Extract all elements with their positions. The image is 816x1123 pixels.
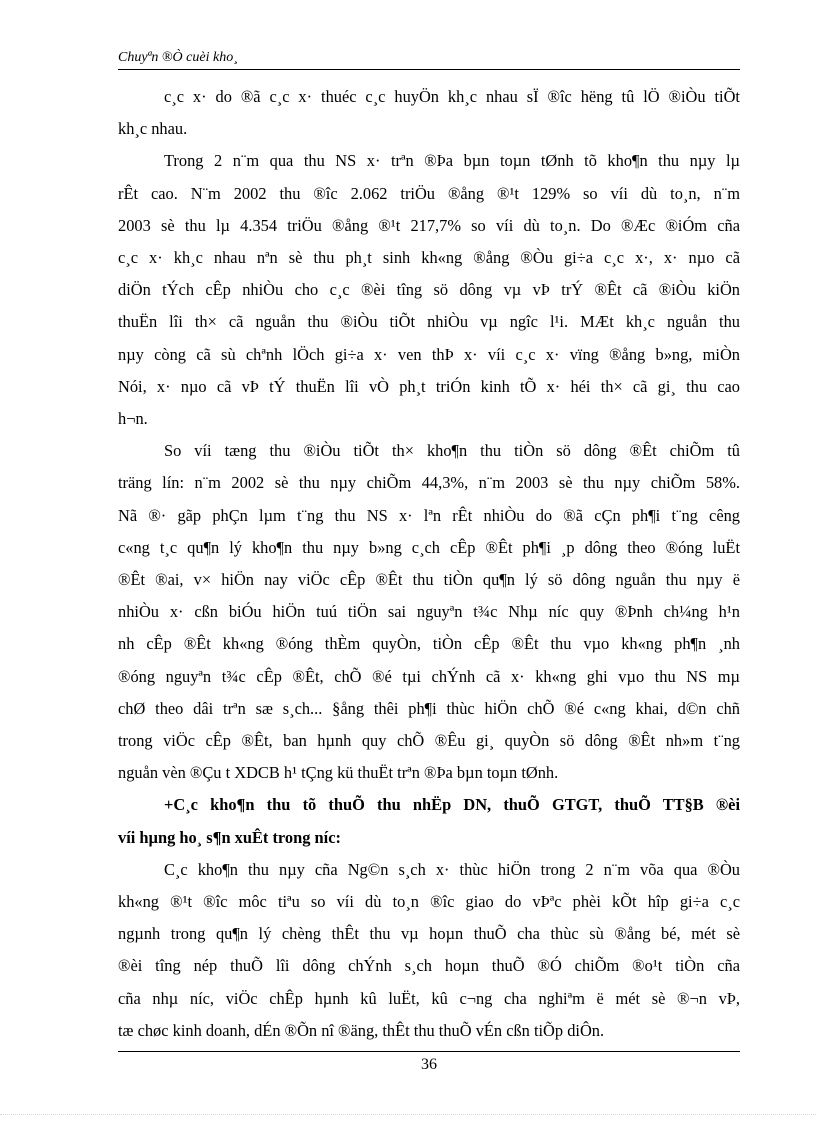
paragraph-line: kh¸c nhau. — [118, 119, 188, 139]
paragraph-line: C¸c kho¶n thu nµy cña Ng©n s¸ch x· thùc hiÖn trong 2 n¨m võa qua ®Òu — [164, 859, 740, 879]
paragraph-line: Trong 2 n¨m qua thu NS x· trªn ®Þa bµn toµn tØnh tõ kho¶n thu nµy lµ — [164, 151, 740, 171]
paragraph-line: nguån vèn ®Çu t XDCB h¹ tÇng kü thuËt trªn ®Þa bµn toµn tØnh. — [118, 763, 559, 783]
paragraph-line: ®Êt ®ai, v× hiÖn nay viÖc cÊp ®Êt thu tiÒn qu¶n lý sö dông nguån thu nµy ë — [118, 570, 740, 590]
paragraph-line: ®èi tîng nép thuÕ lîi dông chÝnh s¸ch hoµn thuÕ ®Ó chiÕm ®o¹t tiÒn cña — [118, 956, 740, 976]
header-rule — [118, 69, 740, 70]
footer-rule — [118, 1051, 740, 1052]
paragraph-line: ngµnh trong qu¶n lý chèng thÊt thu vµ hoµn thuÕ cha thùc sù ®ång bé, mét sè — [118, 924, 740, 944]
paragraph-line: Nói, x· nµo cã vÞ tÝ thuËn lîi vÒ ph¸t triÓn kinh tÕ x· héi th× cã gi¸ thu cao — [118, 376, 740, 396]
paragraph-line: tæ chøc kinh doanh, dÉn ®Õn nî ®äng, thÊt thu thuÕ vÉn cßn tiÕp diÔn. — [118, 1020, 605, 1040]
running-header: Chuyªn ®Ò cuèi kho¸ — [118, 50, 238, 65]
page-edge — [0, 1114, 816, 1115]
paragraph-line: chØ theo dâi trªn sæ s¸ch... §ång thêi ph¶i thùc hiÖn chÕ ®é c«ng khai, d©n chñ — [118, 698, 740, 718]
paragraph-line: nh cÊp ®Êt kh«ng ®óng thÈm quyÒn, tiÒn cÊp ®Êt thu vµo kh«ng ph¶n ¸nh — [118, 634, 740, 654]
paragraph-line: ®óng nguyªn t¾c cÊp ®Êt, chÕ ®é tµi chÝnh cã x· kh«ng ghi vµo thu NS mµ — [118, 666, 740, 686]
paragraph-line: rÊt cao. N¨m 2002 thu ®îc 2.062 triÖu ®ång ®¹t 129% so víi dù to¸n, n¨m — [118, 183, 740, 203]
paragraph-line: nhiÒu x· cßn biÓu hiÖn tuú tiÖn sai nguyªn t¾c Nhµ níc quy ®Þnh ch¼ng h¹n — [118, 602, 740, 622]
paragraph-line: diÖn tÝch cÊp nhiÒu cho c¸c ®èi tîng sö dông vµ vÞ trÝ ®Êt cã ®iÒu kiÖn — [118, 280, 740, 300]
paragraph-line: trong viÖc cÊp ®Êt, ban hµnh quy chÕ ®Êu gi¸ quyÒn sö dông ®Êt nh»m t¨ng — [118, 731, 740, 751]
page-number: 36 — [421, 1056, 437, 1073]
paragraph-line: So víi tæng thu ®iÒu tiÕt th× kho¶n thu tiÒn sö dông ®Êt chiÕm tû — [164, 441, 740, 461]
section-heading-line: +C¸c kho¶n thu tõ thuÕ thu nhËp DN, thuÕ GTGT, thuÕ TT§B ®èi — [164, 795, 740, 815]
document-body — [118, 81, 740, 1047]
paragraph-line: 2003 sè thu lµ 4.354 triÖu ®ång ®¹t 217,7% so víi dù to¸n. Do ®Æc ®iÓm cña — [118, 215, 740, 235]
paragraph-line: Nã ®· gãp phÇn lµm t¨ng thu NS x· lªn rÊt nhiÒu do ®ã cÇn ph¶i t¨ng cêng — [118, 505, 740, 525]
paragraph-line: nµy còng cã sù chªnh lÖch gi÷a x· ven thÞ x· víi c¸c x· vïng ®ång b»ng, miÒn — [118, 344, 740, 364]
paragraph-line: cña nhµ níc, viÖc chÊp hµnh kû luËt, kû c¬ng cha nghiªm ë mét sè ®¬n vÞ, — [118, 988, 740, 1008]
paragraph-line: träng lín: n¨m 2002 sè thu nµy chiÕm 44,3%, n¨m 2003 sè thu nµy chiÕm 58%. — [118, 473, 740, 493]
paragraph-line: c¸c x· kh¸c nhau nªn sè thu ph¸t sinh kh«ng ®ång ®Òu gi÷a c¸c x·, x· nµo cã — [118, 248, 740, 268]
paragraph-line: thuËn lîi th× cã nguån thu ®iÒu tiÕt nhiÒu vµ ngîc l¹i. MÆt kh¸c nguån thu — [118, 312, 740, 332]
section-heading-line: víi hµng ho¸ s¶n xuÊt trong níc: — [118, 827, 341, 847]
paragraph-line: h¬n. — [118, 409, 148, 429]
paragraph-line: kh«ng ®¹t ®îc môc tiªu so víi dù to¸n ®îc giao do vÞªc phèi kÕt hîp gi÷a c¸c — [118, 892, 740, 912]
paragraph-line: c«ng t¸c qu¶n lý kho¶n thu nµy b»ng c¸ch cÊp ®Êt ph¶i ¸p dông theo ®óng luËt — [118, 537, 740, 557]
paragraph-line: c¸c x· do ®ã c¸c x· thuéc c¸c huyÖn kh¸c nhau sÏ ®îc hëng tû lÖ ®iÒu tiÕt — [164, 87, 740, 106]
